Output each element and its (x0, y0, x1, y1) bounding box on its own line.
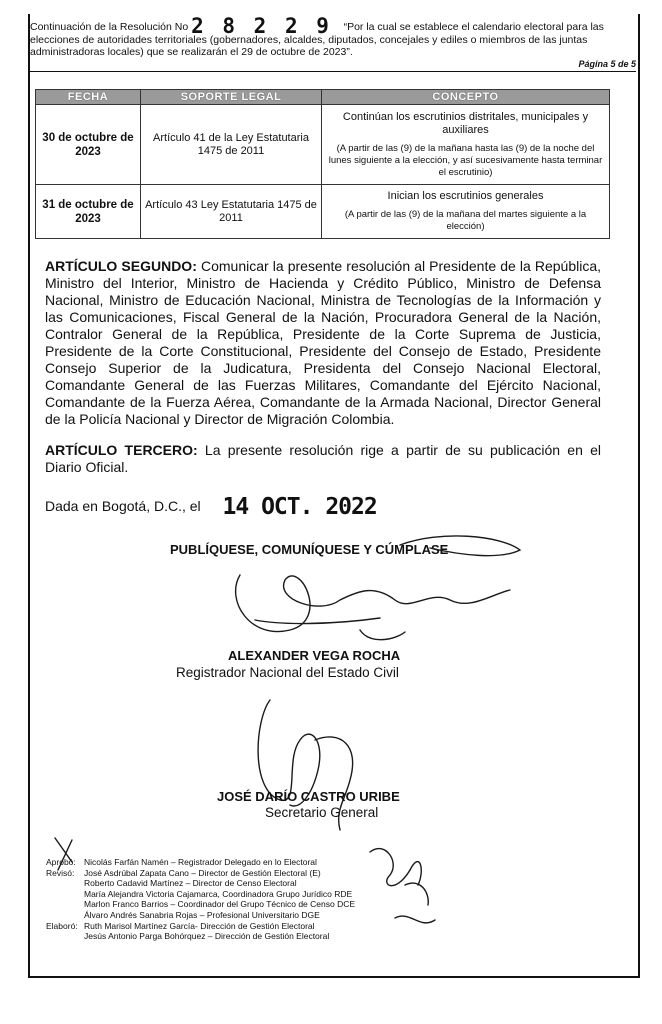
concepto-main: Inician los escrutinios generales (387, 190, 544, 202)
cell-soporte: Artículo 43 Ley Estatutaria 1475 de 2011 (141, 185, 322, 239)
credit-text: Nicolás Farfán Namén – Registrador Delegado en lo Electoral (84, 857, 317, 867)
credit-line (46, 868, 355, 879)
signature-1-stroke (255, 618, 405, 640)
credit-text: María Alejandra Victoria Cajamarca, Coordinadora Grupo Jurídico RDE (84, 888, 353, 899)
credit-line (46, 857, 355, 868)
page-number: Página 5 de 5 (578, 59, 636, 69)
header-title-text: “Por la cual se establece el calendario electoral para las elecciones de autoridades territoriales (gobernadores, alcaldes, diputados, concejales y ediles o miembros de las juntas administradoras locales) que se realizarán el 29 de octubre de 2023”. (30, 21, 604, 58)
signatory-1-role: Registrador Nacional del Estado Civil (176, 665, 399, 680)
header-prefix: Continuación de la Resolución No (30, 21, 189, 33)
credit-text: José Asdrúbal Zapata Cano – Director de Gestión Electoral (E) (84, 867, 321, 878)
initials-stroke (370, 849, 421, 886)
resolution-number-stamp: 2 8 2 2 9 (191, 14, 332, 38)
credit-text: Ruth Marisol Martínez García- Dirección de Gestión Electoral (84, 920, 315, 931)
cell-fecha: 31 de octubre de 2023 (36, 185, 141, 239)
date-stamp: 14 OCT. 2022 (222, 494, 377, 520)
articulo-segundo-text: Comunicar la presente resolución al Presidente de la República, Ministro del Interior, Ministro de Hacienda y Crédito Público, Ministro de Defensa Nacional, Ministro de Educación Nacional, Ministra de Tecnologías de la Información y las Comunicaciones, Fiscal General de la Nación, Procuradora General de la Nación, Contralor General de la República, Presidente de la Corte Suprema de Justicia, Presidente de la Corte Constitucional, Presidente del Consejo de Estado, Presidente Consejo Superior de la Judicatura, Presidenta del Consejo Nacional Electoral, Comandante General de las Fuerzas Militares, Comandante del Ejército Nacional, Comandante de la Fuerza Aérea, Comandante de la Armada Nacional, Director General de la Policía Nacional y Director de Migración Colombia. (45, 258, 602, 427)
column-header-concepto: CONCEPTO (322, 90, 610, 105)
credit-label: Revisó: (46, 867, 75, 878)
credit-label: Aprobó: (46, 857, 76, 867)
articulo-tercero-title: ARTÍCULO TERCERO: (45, 442, 198, 458)
column-header-fecha: FECHA (36, 90, 141, 105)
signature-1-flourish (400, 536, 520, 556)
credit-text: Roberto Cadavid Martínez – Director de Censo Electoral (84, 878, 297, 889)
cell-soporte: Artículo 41 de la Ley Estatutaria 1475 de 2011 (141, 105, 322, 185)
signatory-1-name: ALEXANDER VEGA ROCHA (228, 648, 401, 663)
concepto-detail: (A partir de las (9) de la mañana hasta las (9) de la noche del lunes siguiente a la elección, y así sucesivamente hasta terminar el escrutinio) (328, 142, 603, 178)
credit-line (46, 921, 355, 932)
articulo-segundo-title: ARTÍCULO SEGUNDO: (45, 258, 197, 274)
cell-fecha: 30 de octubre de 2023 (36, 105, 141, 185)
approval-credits (46, 857, 355, 942)
credit-line (46, 899, 355, 910)
credit-line (46, 910, 355, 921)
dada-text: Dada en Bogotá, D.C., el (45, 498, 201, 514)
credit-line (46, 889, 355, 900)
column-header-soporte: SOPORTE LEGAL (141, 90, 322, 105)
credit-line (46, 931, 355, 942)
credit-label: Elaboró: (46, 920, 78, 931)
credit-line (46, 878, 355, 889)
signatory-2-role: Secretario General (265, 805, 379, 820)
credit-text: Marlon Franco Barrios – Coordinador del Grupo Técnico de Censo DCE (84, 899, 356, 910)
publiquese-line: PUBLÍQUESE, COMUNÍQUESE Y CÚMPLASE (170, 542, 449, 557)
concepto-main: Continúan los escrutinios distritales, municipales y auxiliares (342, 110, 589, 136)
credit-text: Jesús Antonio Parga Bohórquez – Dirección de Gestión Electoral (84, 931, 330, 942)
credit-text: Álvaro Andrés Sanabria Rojas – Profesional Universitario DGE (84, 909, 320, 920)
signatory-2-name: JOSÉ DARÍO CASTRO URIBE (217, 789, 400, 804)
articulo-tercero-text: La presente resolución rige a partir de su publicación en el Diario Oficial. (45, 442, 601, 475)
concepto-detail: (A partir de las (9) de la mañana del martes siguiente a la elección) (344, 209, 587, 232)
initials-stroke (395, 883, 435, 923)
